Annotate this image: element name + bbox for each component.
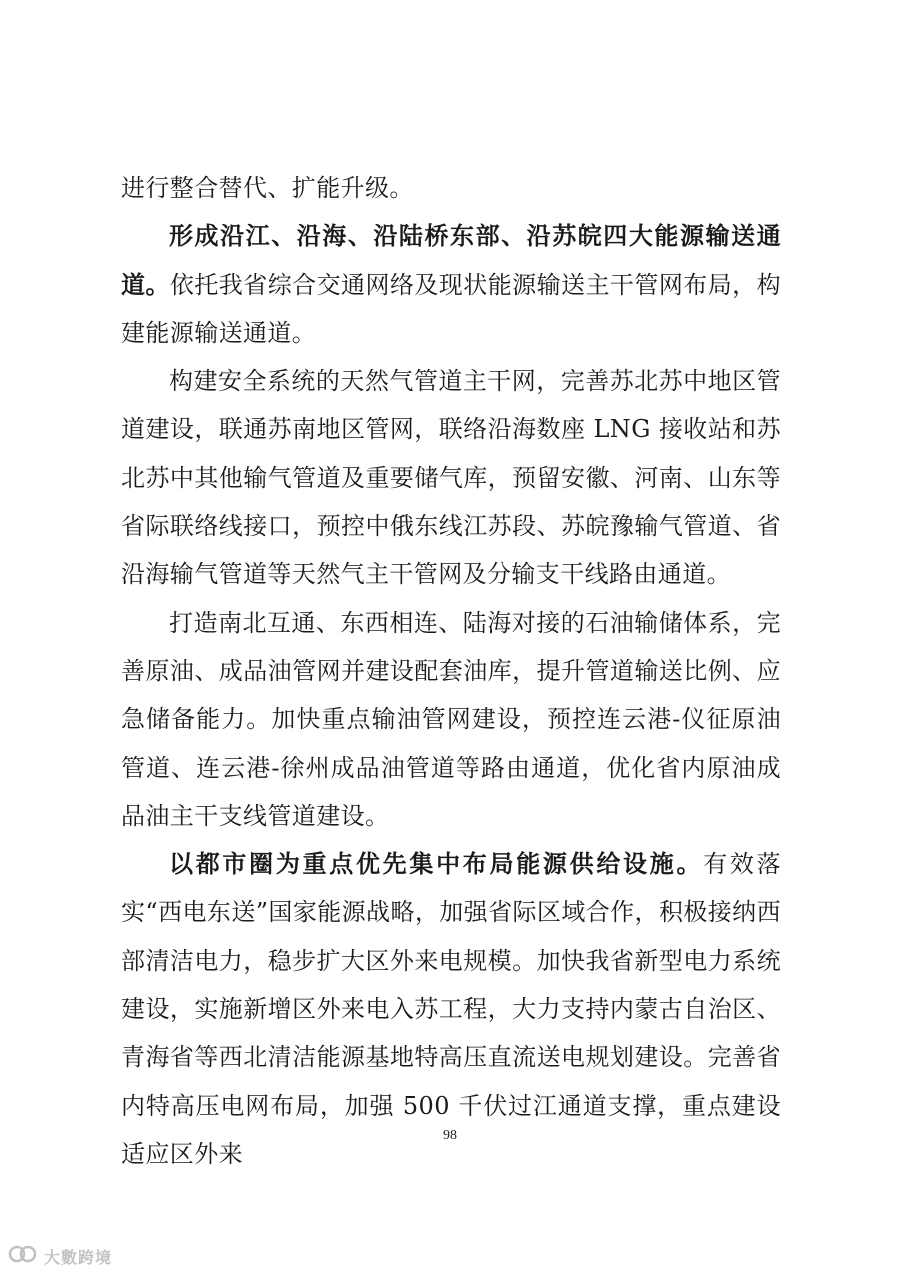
paragraph-text: 进行整合替代、扩能升级。	[121, 174, 414, 202]
paragraph-oil-system	[121, 599, 781, 840]
watermark	[8, 1244, 112, 1268]
paragraph-text: 依托我省综合交通网络及现状能源输送主干管网布局，构建能源输送通道。	[121, 270, 782, 347]
page-number: 98	[443, 1128, 457, 1143]
paragraph-text: 构建安全系统的天然气管道主干网，完善苏北苏中地区管道建设，联通苏南地区管网，联络沿海数座 LNG 接收站和苏北苏中其他输气管道及重要储气库，预留安徽、河南、山东等省际联络线接口，预控中俄东线江苏段、苏皖豫输气管道、省沿海输气管道等天然气主干管网及分输支干线路由通道。	[121, 367, 781, 589]
paragraph-energy-corridors	[121, 212, 781, 357]
paragraph-heading: 形成沿江、沿海、沿陆桥东部、沿苏皖四大能源输送通道。	[121, 221, 781, 299]
watermark-text: 大數跨境	[44, 1247, 113, 1267]
paragraph-continuation	[121, 164, 781, 212]
double-circle-logo-icon	[8, 1243, 38, 1269]
paragraph-heading: 以都市圈为重点优先集中布局能源供给设施。	[169, 849, 704, 879]
paragraph-text: 打造南北互通、东西相连、陆海对接的石油输储体系，完善原油、成品油管网并建设配套油库，提升管道输送比例、应急储备能力。加快重点输油管网建设，预控连云港-仪征原油管道、连云港-徐州成品油管道等路由通道，优化省内原油成品油主干支线管道建设。	[121, 608, 781, 830]
paragraph-gas-pipeline	[121, 357, 781, 598]
paragraph-text: 有效落实“西电东送”国家能源战略，加强省际区域合作，积极接纳西部清洁电力，稳步扩大区外来电规模。加快我省新型电力系统建设，实施新增区外来电入苏工程，大力支持内蒙古自治区、青海省等西北清洁能源基地特高压直流送电规划建设。完善省内特高压电网布局，加强 500 千伏过江通道支撑，重点建设适应区外来	[121, 850, 782, 1168]
body-text	[121, 164, 781, 1178]
